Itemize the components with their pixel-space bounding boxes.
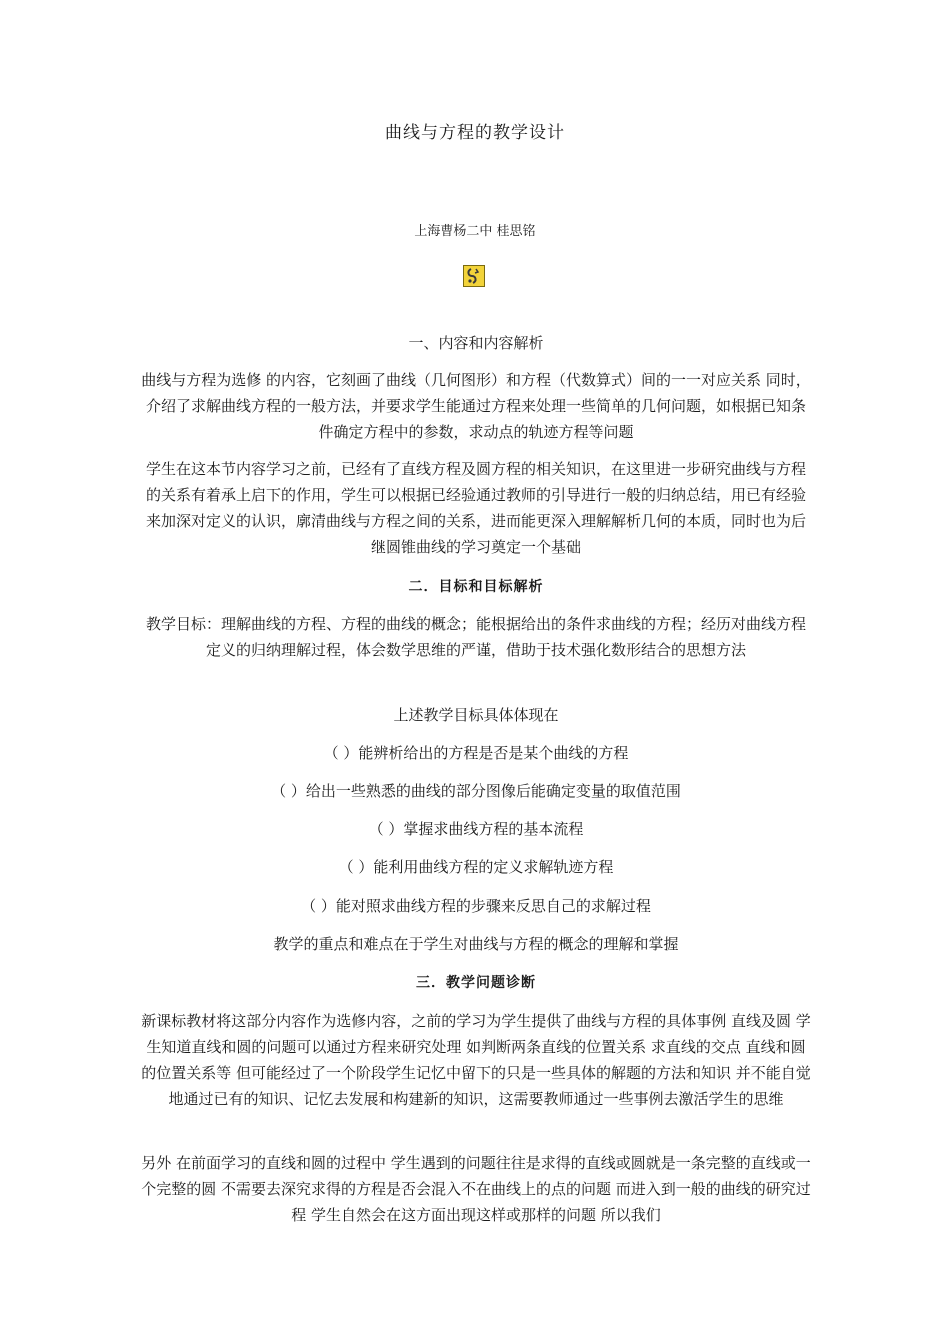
section-1-paragraph-1: 曲线与方程为选修 的内容，它刻画了曲线（几何图形）和方程（代数算式）间的一一对应关系 同时，介绍了求解曲线方程的一般方法，并要求学生能通过方程来处理一些简单的几何问题，如根据已知条件确定方程中的参数，求动点的轨迹方程等问题 xyxy=(141,371,811,441)
section-1-heading: 一、内容和内容解析 xyxy=(408,334,544,352)
goal-item: （ ）给出一些熟悉的曲线的部分图像后能确定变量的取值范围 xyxy=(271,782,681,800)
embedded-object-icon xyxy=(463,265,485,287)
section-3-paragraph-2: 另外 在前面学习的直线和圆的过程中 学生遇到的问题往往是求得的直线或圆就是一条完整的直线或一个完整的圆 不需要去深究求得的方程是否会混入不在曲线上的点的问题 而进入到一般的曲线的研究过程 学生自然会在这方面出现这样或那样的问题 所以我们 xyxy=(141,1154,811,1224)
goal-item: （ ）掌握求曲线方程的基本流程 xyxy=(368,820,584,838)
goal-item: （ ）能辨析给出的方程是否是某个曲线的方程 xyxy=(323,744,629,762)
goal-item: （ ）能利用曲线方程的定义求解轨迹方程 xyxy=(338,858,614,876)
section-3-paragraph-1: 新课标教材将这部分内容作为选修内容，之前的学习为学生提供了曲线与方程的具体事例 直线及圆 学生知道直线和圆的问题可以通过方程来研究处理 如判断两条直线的位置关系 求直线的交点 直线和圆的位置关系等 但可能经过了一个阶段学生记忆中留下的只是一些具体的解题的方法和知识 并不能自觉地通过已有的知识、记忆去发展和构建新的知识，这需要教师通过一些事例去激活学生的思维 xyxy=(141,1012,811,1108)
section-2-heading: 二．目标和目标解析 xyxy=(408,579,544,595)
goal-item: （ ）能对照求曲线方程的步骤来反思自己的求解过程 xyxy=(301,897,651,915)
section-1-paragraph-2: 学生在这本节内容学习之前，已经有了直线方程及圆方程的相关知识，在这里进一步研究曲线与方程的关系有着承上启下的作用，学生可以根据已经验通过教师的引导进行一般的归纳总结，用已有经验来加深对定义的认识，廓清曲线与方程之间的关系，进而能更深入理解解析几何的本质，同时也为后继圆锥曲线的学习奠定一个基础 xyxy=(145,460,806,556)
section-2-paragraph-3: 教学的重点和难点在于学生对曲线与方程的概念的理解和掌握 xyxy=(273,935,679,953)
document-title: 曲线与方程的教学设计 xyxy=(385,123,565,143)
section-2-paragraph-1: 教学目标：理解曲线的方程、方程的曲线的概念；能根据给出的条件求曲线的方程；经历对曲线方程定义的归纳理解过程，体会数学思维的严谨，借助于技术强化数形结合的思想方法 xyxy=(145,615,806,659)
section-2-paragraph-2: 上述教学目标具体体现在 xyxy=(393,706,559,724)
author-line: 上海曹杨二中 桂思铭 xyxy=(414,224,536,239)
section-3-heading: 三．教学问题诊断 xyxy=(416,975,536,991)
